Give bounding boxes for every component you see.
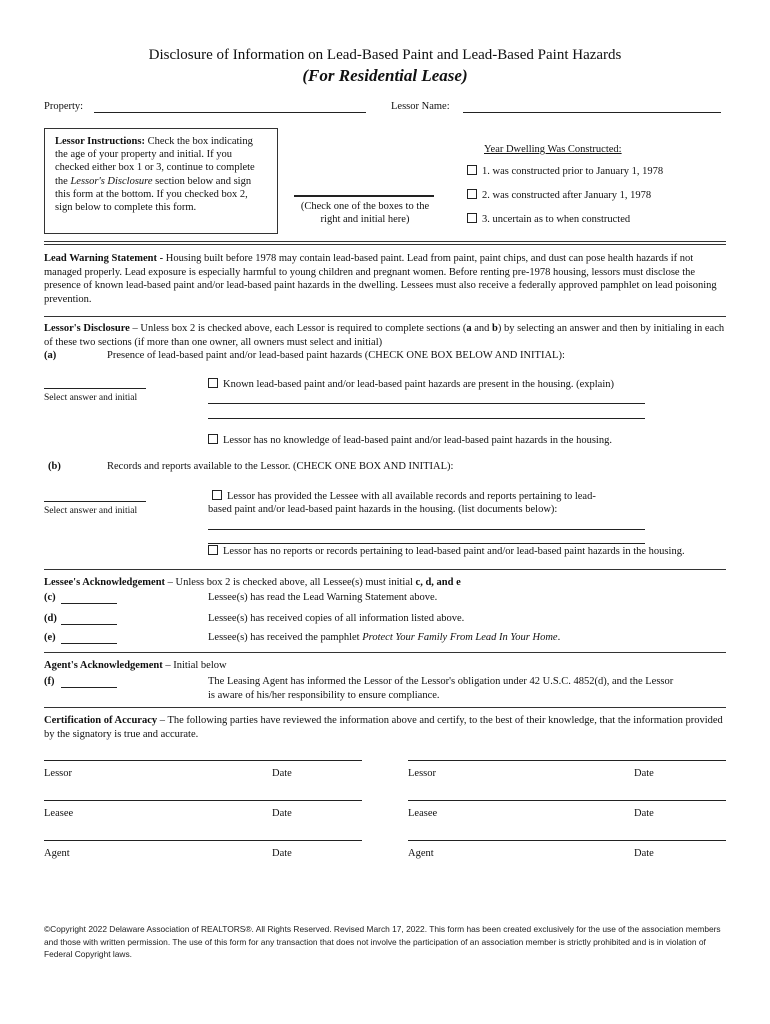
section-divider: [44, 707, 726, 708]
sig-date-label: Date: [634, 768, 654, 779]
section-b-label: (b): [48, 461, 61, 472]
checkbox-icon[interactable]: [208, 378, 218, 388]
section-divider: [44, 316, 726, 317]
signature-line-lessor-right[interactable]: [408, 760, 726, 761]
signature-line-agent-right[interactable]: [408, 840, 726, 841]
section-divider: [44, 569, 726, 570]
ack-d-text: Lessee(s) has received copies of all information listed above.: [208, 613, 465, 624]
checkbox-icon[interactable]: [467, 213, 477, 223]
form-title: Disclosure of Information on Lead-Based Paint and Lead-Based Paint Hazards: [148, 47, 622, 63]
option-b-provided[interactable]: Lessor has provided the Lessee with all available records and reports pertaining to lead-: [212, 490, 596, 502]
option-a-known[interactable]: Known lead-based paint and/or lead-based paint hazards are present in the housing. (explain): [208, 378, 614, 390]
signature-line-agent-left[interactable]: [44, 840, 362, 841]
option-b-no-reports[interactable]: Lessor has no reports or records pertaining to lead-based paint and/or lead-based paint hazards in the housing.: [208, 545, 685, 557]
sig-label-agent-left: Agent: [44, 848, 70, 859]
lessor-name-label: Lessor Name:: [391, 101, 450, 112]
year-built-heading: Year Dwelling Was Constructed:: [484, 144, 622, 155]
lead-warning-statement: Lead Warning Statement - Housing built before 1978 may contain lead-based paint. Lead from paint, paint chips, and dust can pose health hazards if not managed properly. Lead exposure is especially harmful to young children and pregnant women. Before renting pre-1978 housing, lessors must disclose the presence of known lead-based paint and/or lead-based paint hazards in the dwelling. Lessees must also receive a federally approved pamphlet on lead poisoning prevention.: [44, 253, 717, 305]
ack-d-label: (d): [44, 613, 57, 624]
property-label: Property:: [44, 101, 84, 112]
sig-label-lessor-left: Lessor: [44, 768, 72, 779]
select-caption-a: Select answer and initial: [44, 393, 138, 403]
ack-c-initial-field[interactable]: [61, 603, 117, 604]
documents-line-1[interactable]: [208, 529, 645, 530]
instructions-text-1: Check the box indicating the age of your property and initial. If you checked either box 1 or 3, continue to complete the: [55, 136, 255, 187]
ack-e-label: (e): [44, 632, 56, 643]
instructions-text-2: section below and sign this form at the bottom. If you checked box 2, sign below to complete this form.: [55, 175, 252, 214]
section-a-initial-field[interactable]: [44, 388, 146, 389]
explain-line-1[interactable]: [208, 403, 645, 404]
signature-line-lessor-left[interactable]: [44, 760, 362, 761]
checkbox-icon[interactable]: [467, 165, 477, 175]
checkbox-icon[interactable]: [208, 545, 218, 555]
sig-date-label: Date: [272, 768, 292, 779]
agent-ack-heading: Agent's Acknowledgement – Initial below: [44, 660, 227, 671]
checkbox-icon[interactable]: [467, 189, 477, 199]
sig-label-lessor-right: Lessor: [408, 768, 436, 779]
select-caption-b: Select answer and initial: [44, 506, 138, 516]
signature-line-leasee-left[interactable]: [44, 800, 362, 801]
copyright-footer: ©Copyright 2022 Delaware Association of REALTORS®. All Rights Reserved. Revised March 17, 2022. This form has been created exclusively for the use of the association members and those with written permission. The use of this form for any transaction that does not involve the participation of an association member is strictly prohibited and is in violation of Federal Copyright laws.: [44, 924, 721, 960]
year-option-2[interactable]: 2. was constructed after January 1, 1978: [467, 189, 651, 201]
sig-label-leasee-right: Leasee: [408, 808, 438, 819]
ack-f-label: (f): [44, 676, 55, 687]
certification-text: Certification of Accuracy – The following parties have reviewed the information above and certify, to the best of their knowledge, that the information provided by the signatory is true and accurate.: [44, 715, 723, 740]
explain-line-2[interactable]: [208, 418, 645, 419]
ack-c-label: (c): [44, 592, 56, 603]
sig-date-label: Date: [272, 808, 292, 819]
sig-label-leasee-left: Leasee: [44, 808, 74, 819]
property-field[interactable]: [94, 112, 366, 113]
initial-caption: (Check one of the boxes to the right and initial here): [300, 201, 430, 225]
documents-line-2[interactable]: [208, 543, 645, 544]
section-divider: [44, 652, 726, 653]
ack-e-text: Lessee(s) has received the pamphlet Protect Your Family From Lead In Your Home.: [208, 632, 561, 643]
section-a-text: Presence of lead-based paint and/or lead-based paint hazards (CHECK ONE BOX BELOW AND INITIAL):: [107, 350, 565, 361]
signature-line-leasee-right[interactable]: [408, 800, 726, 801]
ack-d-initial-field[interactable]: [61, 624, 117, 625]
checkbox-icon[interactable]: [208, 434, 218, 444]
section-a-label: (a): [44, 350, 57, 361]
lessee-ack-heading: Lessee's Acknowledgement – Unless box 2 is checked above, all Lessee(s) must initial c, d, and e: [44, 577, 461, 588]
instructions-heading: Lessor Instructions:: [55, 136, 145, 147]
ack-f-text-1: The Leasing Agent has informed the Lessor of the Lessor's obligation under 42 U.S.C. 4852(d), and the Lessor: [208, 676, 674, 687]
section-divider: [44, 241, 726, 242]
ack-f-initial-field[interactable]: [61, 687, 117, 688]
sig-label-agent-right: Agent: [408, 848, 434, 859]
section-b-text: Records and reports available to the Lessor. (CHECK ONE BOX AND INITIAL):: [107, 461, 454, 472]
lessor-disclosure-intro: Lessor's Disclosure – Unless box 2 is checked above, each Lessor is required to complete sections (a and b) by selecting an answer and then by initialing in each of these two sections (if more than one owner, all owners must select and initial): [44, 323, 725, 348]
ack-e-initial-field[interactable]: [61, 643, 117, 644]
ack-f-text-2: is aware of his/her responsibility to ensure compliance.: [208, 690, 440, 701]
lessor-instructions-box: [44, 128, 278, 234]
sig-date-label: Date: [634, 848, 654, 859]
section-divider: [44, 244, 726, 245]
sig-date-label: Date: [634, 808, 654, 819]
year-option-1[interactable]: 1. was constructed prior to January 1, 1978: [467, 165, 663, 177]
form-subtitle: (For Residential Lease): [302, 66, 468, 85]
option-b-provided-cont: based paint and/or lead-based paint hazards in the housing. (list documents below):: [208, 504, 558, 515]
checkbox-icon[interactable]: [212, 490, 222, 500]
instructions-italic: Lessor's Disclosure: [70, 175, 153, 187]
section-b-initial-field[interactable]: [44, 501, 146, 502]
year-initial-field[interactable]: [294, 195, 434, 197]
lessor-name-field[interactable]: [463, 112, 721, 113]
ack-c-text: Lessee(s) has read the Lead Warning Statement above.: [208, 592, 438, 603]
sig-date-label: Date: [272, 848, 292, 859]
option-a-no-knowledge[interactable]: Lessor has no knowledge of lead-based paint and/or lead-based paint hazards in the housing.: [208, 434, 612, 446]
year-option-3[interactable]: 3. uncertain as to when constructed: [467, 213, 630, 225]
